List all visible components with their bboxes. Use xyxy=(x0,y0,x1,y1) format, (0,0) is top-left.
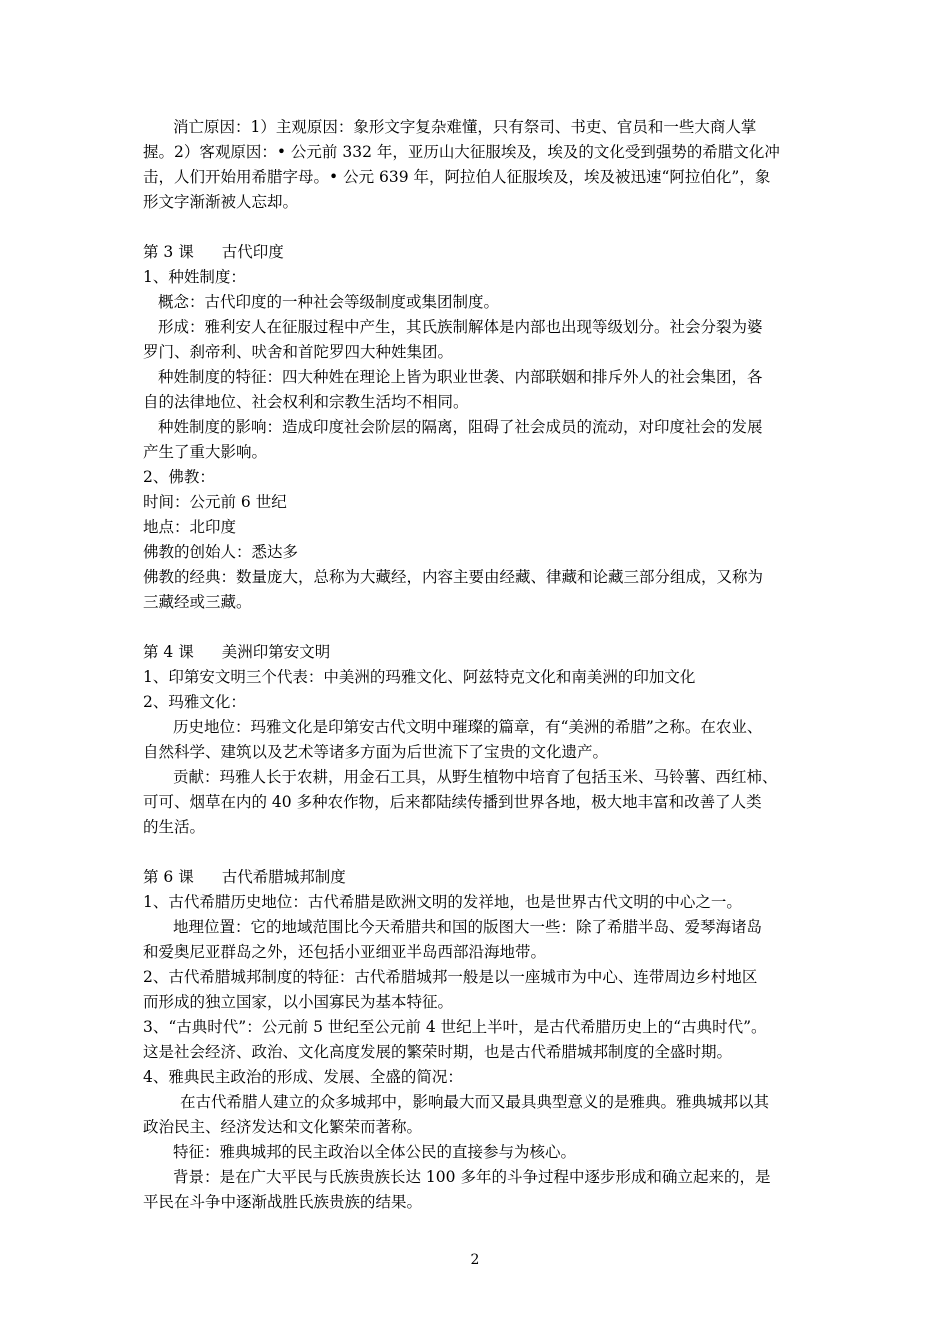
lesson-name: 古代印度 xyxy=(221,243,284,261)
text-line: 地理位置：它的地域范围比今天希腊共和国的版图大一些：除了希腊半岛、爱琴海诸岛 xyxy=(173,918,763,936)
lesson-title xyxy=(143,240,811,265)
text-line: 形文字渐渐被人忘却。 xyxy=(143,193,299,211)
text-line: 1、种姓制度： xyxy=(143,268,246,286)
lesson-name: 美洲印第安文明 xyxy=(221,643,331,661)
text-line: 自然科学、建筑以及艺术等诸多方面为后世流下了宝贵的文化遗产。 xyxy=(143,743,609,761)
text-line: 背景：是在广大平民与氏族贵族长达 100 多年的斗争过程中逐步形成和确立起来的，是 xyxy=(173,1168,771,1186)
text-line: 种姓制度的影响：造成印度社会阶层的隔离，阻碍了社会成员的流动，对印度社会的发展 xyxy=(158,418,763,436)
text-line: 政治民主、经济发达和文化繁荣而著称。 xyxy=(143,1118,423,1136)
text-line: 消亡原因：1）主观原因：象形文字复杂难懂，只有祭司、书吏、官员和一些大商人掌 xyxy=(173,118,757,136)
text-line: 在古代希腊人建立的众多城邦中，影响最大而又最具典型意义的是雅典。雅典城邦以其 xyxy=(180,1093,770,1111)
text-line: 2、古代希腊城邦制度的特征：古代希腊城邦一般是以一座城市为中心、连带周边乡村地区 xyxy=(143,968,758,986)
text-line: 平民在斗争中逐渐战胜氏族贵族的结果。 xyxy=(143,1193,423,1211)
text-line: 贡献：玛雅人长于农耕，用金石工具，从野生植物中培育了包括玉米、马铃薯、西红柿、 xyxy=(173,768,778,786)
lesson-title xyxy=(143,640,811,665)
text-line: 1、印第安文明三个代表：中美洲的玛雅文化、阿兹特克文化和南美洲的印加文化 xyxy=(143,668,696,686)
text-line: 自的法律地位、社会权利和宗教生活均不相同。 xyxy=(143,393,469,411)
blank-line xyxy=(143,615,811,640)
text-line: 4、雅典民主政治的形成、发展、全盛的简况： xyxy=(143,1068,463,1086)
text-line: 握。2）客观原因：• 公元前 332 年，亚历山大征服埃及，埃及的文化受到强势的希腊文化冲 xyxy=(143,143,780,161)
text-line: 和爱奥尼亚群岛之外，还包括小亚细亚半岛西部沿海地带。 xyxy=(143,943,547,961)
text-line: 地点：北印度 xyxy=(143,518,237,536)
text-line: 种姓制度的特征：四大种姓在理论上皆为职业世袭、内部联姻和排斥外人的社会集团，各 xyxy=(158,368,763,386)
lesson-number: 第 3 课 xyxy=(143,243,194,261)
lesson-title xyxy=(143,865,811,890)
text-line: 3、“古典时代”：公元前 5 世纪至公元前 4 世纪上半叶，是古代希腊历史上的“古典时代”。 xyxy=(143,1018,767,1036)
text-line: 可可、烟草在内的 40 多种农作物，后来都陆续传播到世界各地，极大地丰富和改善了人类 xyxy=(143,793,762,811)
text-line: 2、佛教： xyxy=(143,468,215,486)
page-number: 2 xyxy=(470,1252,480,1268)
text-line: 2、玛雅文化： xyxy=(143,693,246,711)
text-line: 概念：古代印度的一种社会等级制度或集团制度。 xyxy=(158,293,500,311)
text-line: 历史地位：玛雅文化是印第安古代文明中璀璨的篇章，有“美洲的希腊”之称。在农业、 xyxy=(173,718,763,736)
lesson-number: 第 6 课 xyxy=(143,868,194,886)
document-body xyxy=(143,115,811,1215)
text-line: 特征：雅典城邦的民主政治以全体公民的直接参与为核心。 xyxy=(173,1143,577,1161)
text-line: 的生活。 xyxy=(143,818,206,836)
text-line: 产生了重大影响。 xyxy=(143,443,268,461)
text-line: 三藏经或三藏。 xyxy=(143,593,252,611)
text-line: 时间：公元前 6 世纪 xyxy=(143,493,287,511)
blank-line xyxy=(143,840,811,865)
text-line: 这是社会经济、政治、文化高度发展的繁荣时期，也是古代希腊城邦制度的全盛时期。 xyxy=(143,1043,733,1061)
blank-line xyxy=(143,215,811,240)
text-line: 罗门、刹帝利、吠舍和首陀罗四大种姓集团。 xyxy=(143,343,454,361)
text-line: 击，人们开始用希腊字母。• 公元 639 年，阿拉伯人征服埃及，埃及被迅速“阿拉伯化”，象 xyxy=(143,168,771,186)
lesson-number: 第 4 课 xyxy=(143,643,194,661)
text-line: 1、古代希腊历史地位：古代希腊是欧洲文明的发祥地，也是世界古代文明的中心之一。 xyxy=(143,893,742,911)
lesson-name: 古代希腊城邦制度 xyxy=(221,868,346,886)
text-line: 佛教的经典：数量庞大，总称为大藏经，内容主要由经藏、律藏和论藏三部分组成，又称为 xyxy=(143,568,764,586)
text-line: 形成：雅利安人在征服过程中产生，其氏族制解体是内部也出现等级划分。社会分裂为婆 xyxy=(158,318,763,336)
text-line: 而形成的独立国家，以小国寡民为基本特征。 xyxy=(143,993,454,1011)
text-line: 佛教的创始人：悉达多 xyxy=(143,543,299,561)
